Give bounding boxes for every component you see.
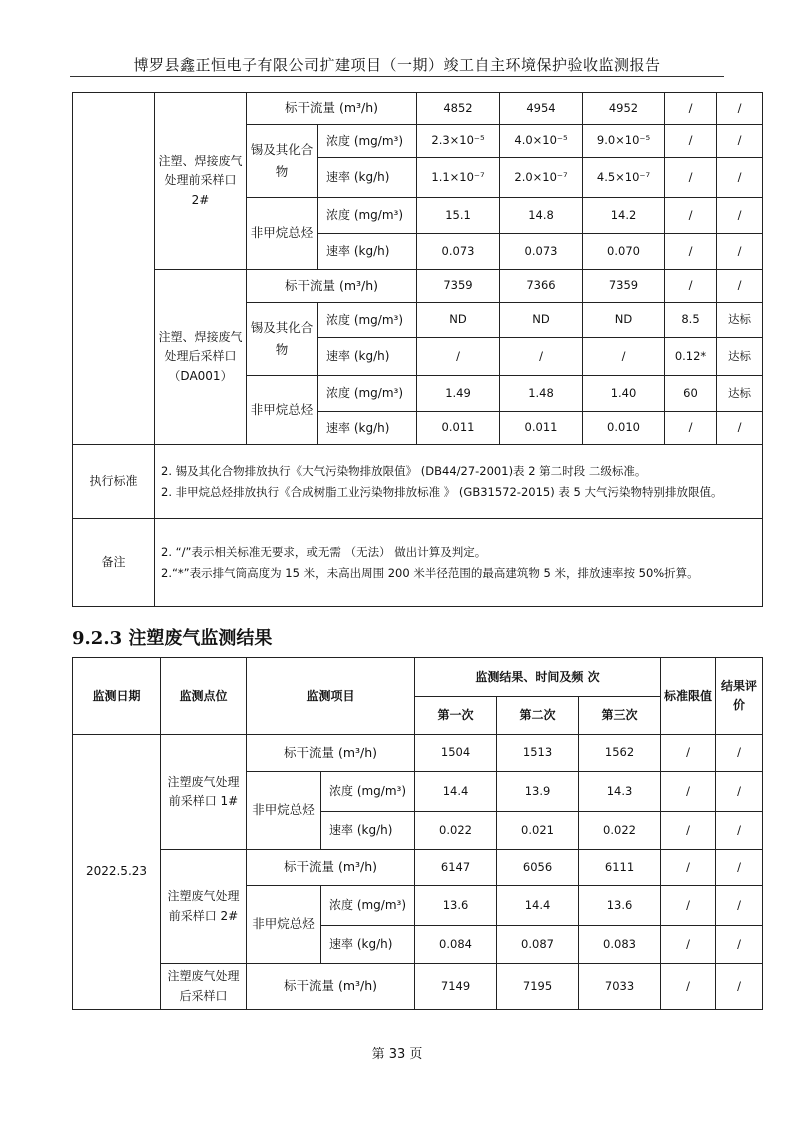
pollutant-label: 非甲烷总烃 — [247, 376, 318, 445]
eval-cell: 达标 — [717, 376, 763, 412]
value-cell: 6111 — [579, 850, 661, 886]
unit-label: 速率 (kg/h) — [318, 338, 417, 376]
header-second: 第二次 — [497, 697, 579, 735]
value-cell: 0.070 — [583, 234, 665, 270]
limit-cell: / — [665, 412, 717, 445]
section-title: 9.2.3 注塑废气监测结果 — [72, 628, 273, 649]
standard-label: 执行标准 — [73, 445, 155, 519]
eval-cell: / — [716, 812, 763, 850]
injection-molding-exhaust-table — [72, 657, 763, 1010]
standard-notes — [155, 445, 763, 519]
eval-cell: 达标 — [717, 303, 763, 338]
eval-cell: / — [717, 270, 763, 303]
limit-cell: / — [665, 158, 717, 198]
eval-cell: / — [717, 198, 763, 234]
eval-cell: / — [717, 93, 763, 125]
eval-cell: / — [716, 735, 763, 772]
exhaust-monitoring-table-continued — [72, 92, 763, 607]
value-cell: 0.011 — [417, 412, 500, 445]
header-divider — [70, 76, 724, 77]
pollutant-label: 非甲烷总烃 — [247, 772, 321, 850]
monitoring-item: 标干流量 (m³/h) — [247, 93, 417, 125]
sampling-point: 注塑废气处理后采样口 — [161, 964, 247, 1010]
value-cell: 1513 — [497, 735, 579, 772]
value-cell: 1.1×10⁻⁷ — [417, 158, 500, 198]
value-cell: 14.2 — [583, 198, 665, 234]
unit-label: 浓度 (mg/m³) — [318, 125, 417, 158]
remark-label: 备注 — [73, 519, 155, 607]
remark-notes — [155, 519, 763, 607]
eval-cell: 达标 — [717, 338, 763, 376]
limit-cell: 60 — [665, 376, 717, 412]
value-cell: 6147 — [415, 850, 497, 886]
sampling-point: 注塑废气处理前采样口 2# — [161, 850, 247, 964]
value-cell: 6056 — [497, 850, 579, 886]
value-cell: 2.3×10⁻⁵ — [417, 125, 500, 158]
value-cell: 7149 — [415, 964, 497, 1010]
eval-cell: / — [717, 125, 763, 158]
value-cell: 0.022 — [415, 812, 497, 850]
limit-cell: / — [665, 270, 717, 303]
value-cell: 0.073 — [500, 234, 583, 270]
standard-note-2: 2. 非甲烷总烃排放执行《合成树脂工业污染物排放标准 》 (GB31572-2015) 表 5 大气污染物特别排放限值。 — [161, 484, 723, 499]
value-cell: 1.40 — [583, 376, 665, 412]
eval-cell: / — [716, 964, 763, 1010]
value-cell: 2.0×10⁻⁷ — [500, 158, 583, 198]
header-item: 监测项目 — [247, 658, 415, 735]
unit-label: 浓度 (mg/m³) — [321, 772, 415, 812]
eval-cell: / — [716, 926, 763, 964]
value-cell: 1562 — [579, 735, 661, 772]
sampling-point: 注塑废气处理前采样口 1# — [161, 735, 247, 850]
limit-cell: / — [661, 886, 716, 926]
limit-cell: / — [661, 926, 716, 964]
eval-cell: / — [716, 886, 763, 926]
value-cell: 4954 — [500, 93, 583, 125]
value-cell: 4.0×10⁻⁵ — [500, 125, 583, 158]
unit-label: 速率 (kg/h) — [318, 234, 417, 270]
pollutant-label: 锡及其化合物 — [247, 125, 318, 198]
unit-label: 速率 (kg/h) — [321, 812, 415, 850]
monitoring-item: 标干流量 (m³/h) — [247, 964, 415, 1010]
value-cell: 0.084 — [415, 926, 497, 964]
value-cell: 14.3 — [579, 772, 661, 812]
unit-label: 浓度 (mg/m³) — [321, 886, 415, 926]
value-cell: 13.6 — [415, 886, 497, 926]
value-cell: 15.1 — [417, 198, 500, 234]
value-cell: / — [500, 338, 583, 376]
eval-cell: / — [717, 234, 763, 270]
value-cell: 1.49 — [417, 376, 500, 412]
sampling-point: 注塑、焊接废气处理后采样口（DA001） — [155, 270, 247, 445]
value-cell: 0.021 — [497, 812, 579, 850]
unit-label: 速率 (kg/h) — [318, 412, 417, 445]
value-cell: 0.010 — [583, 412, 665, 445]
value-cell: 0.022 — [579, 812, 661, 850]
value-cell: 4.5×10⁻⁷ — [583, 158, 665, 198]
eval-cell: / — [716, 850, 763, 886]
value-cell: 7195 — [497, 964, 579, 1010]
value-cell: 0.011 — [500, 412, 583, 445]
unit-label: 速率 (kg/h) — [318, 158, 417, 198]
unit-label: 浓度 (mg/m³) — [318, 198, 417, 234]
pollutant-label: 非甲烷总烃 — [247, 886, 321, 964]
header-result: 监测结果、时间及频 次 — [415, 658, 661, 697]
value-cell: 14.4 — [415, 772, 497, 812]
pollutant-label: 锡及其化合物 — [247, 303, 318, 376]
unit-label: 速率 (kg/h) — [321, 926, 415, 964]
limit-cell: / — [661, 850, 716, 886]
monitoring-item: 标干流量 (m³/h) — [247, 850, 415, 886]
header-date: 监测日期 — [73, 658, 161, 735]
page-number: 第 33 页 — [371, 1047, 423, 1062]
limit-cell: / — [665, 198, 717, 234]
sampling-point: 注塑、焊接废气处理前采样口 2# — [155, 93, 247, 270]
value-cell: 0.073 — [417, 234, 500, 270]
value-cell: 7359 — [417, 270, 500, 303]
report-header-title: 博罗县鑫正恒电子有限公司扩建项目（一期）竣工自主环境保护验收监测报告 — [133, 56, 661, 74]
header-first: 第一次 — [415, 697, 497, 735]
value-cell: 13.9 — [497, 772, 579, 812]
value-cell: 13.6 — [579, 886, 661, 926]
eval-cell: / — [716, 772, 763, 812]
limit-cell: / — [661, 772, 716, 812]
date-cell-empty — [73, 93, 155, 445]
limit-cell: / — [661, 735, 716, 772]
value-cell: 1504 — [415, 735, 497, 772]
remark-note-1: 2. “/”表示相关标准无要求，或无需 （无法） 做出计算及判定。 — [161, 545, 487, 560]
value-cell: 14.8 — [500, 198, 583, 234]
value-cell: / — [583, 338, 665, 376]
value-cell: 9.0×10⁻⁵ — [583, 125, 665, 158]
limit-cell: 8.5 — [665, 303, 717, 338]
value-cell: 4952 — [583, 93, 665, 125]
header-limit: 标准限值 — [661, 658, 716, 735]
value-cell: 7033 — [579, 964, 661, 1010]
value-cell: 0.087 — [497, 926, 579, 964]
header-point: 监测点位 — [161, 658, 247, 735]
eval-cell: / — [717, 412, 763, 445]
eval-cell: / — [717, 158, 763, 198]
limit-cell: / — [661, 964, 716, 1010]
value-cell: ND — [417, 303, 500, 338]
limit-cell: / — [665, 234, 717, 270]
standard-note-1: 2. 锡及其化合物排放执行《大气污染物排放限值》 (DB44/27-2001)表 2 第二时段 二级标准。 — [161, 464, 647, 479]
value-cell: ND — [583, 303, 665, 338]
monitoring-item: 标干流量 (m³/h) — [247, 735, 415, 772]
limit-cell: / — [661, 812, 716, 850]
value-cell: 0.083 — [579, 926, 661, 964]
limit-cell: / — [665, 93, 717, 125]
monitoring-item: 标干流量 (m³/h) — [247, 270, 417, 303]
monitoring-date: 2022.5.23 — [73, 735, 161, 1010]
value-cell: 7366 — [500, 270, 583, 303]
unit-label: 浓度 (mg/m³) — [318, 376, 417, 412]
unit-label: 浓度 (mg/m³) — [318, 303, 417, 338]
value-cell: ND — [500, 303, 583, 338]
value-cell: 1.48 — [500, 376, 583, 412]
limit-cell: 0.12* — [665, 338, 717, 376]
pollutant-label: 非甲烷总烃 — [247, 198, 318, 270]
remark-note-2: 2.“*”表示排气筒高度为 15 米，未高出周围 200 米半径范围的最高建筑物 5 米，排放速率按 50%折算。 — [161, 565, 699, 580]
value-cell: 14.4 — [497, 886, 579, 926]
header-eval: 结果评价 — [716, 658, 763, 735]
limit-cell: / — [665, 125, 717, 158]
value-cell: / — [417, 338, 500, 376]
value-cell: 7359 — [583, 270, 665, 303]
header-third: 第三次 — [579, 697, 661, 735]
value-cell: 4852 — [417, 93, 500, 125]
